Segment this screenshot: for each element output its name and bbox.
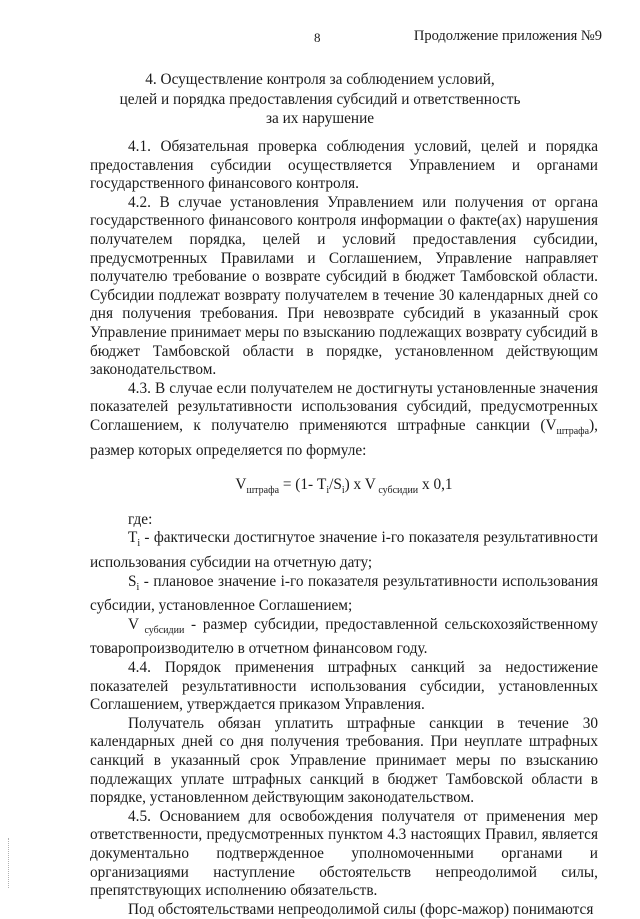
vs-sym: V (128, 615, 140, 633)
p43-sub: штрафа (556, 425, 590, 437)
si-sym: S (128, 572, 137, 590)
paragraph-obligation: Получатель обязан уплатить штрафные санкции в течение 30 календарных дней со дня получения требования. При неуплате штрафных санкций в указанный срок Управление принимает меры по взысканию подлежащих уплате штрафных санкций в бюджет Тамбовской области в порядке, установленном действующим законодательством. (90, 714, 598, 807)
paragraph-force-majeure: Под обстоятельствами непреодолимой силы (форс-мажор) понимаются (128, 900, 594, 918)
si-text: - плановое значение i-го показателя результативности использования субсидии, установленное Соглашением; (90, 572, 598, 615)
paragraph-4-1: 4.1. Обязательная проверка соблюдения условий, целей и порядка предоставления субсидии осуществляется Управлением и органами государственного финансового контроля. (90, 138, 598, 193)
vs-sub: субсидии (139, 624, 185, 636)
ti-sym: T (128, 529, 138, 547)
body-text (90, 138, 598, 919)
formula-i2: i (341, 485, 345, 497)
formula-sub2: субсидии (375, 485, 419, 497)
formula-end: x 0,1 (418, 476, 453, 494)
formula-v-sub: штрафа (246, 485, 280, 497)
formula-mid: = (1- T (279, 476, 327, 494)
vs-text: - размер субсидии, предоставленной сельскохозяйственному товаропроизводителю в отчетном финансовом году. (90, 615, 599, 658)
where-label: где: (128, 510, 153, 528)
p43-end: ), размер которых определяется по формуле: (90, 416, 598, 459)
page-number: 8 (314, 30, 321, 45)
heading-line-2: целей и порядка предоставления субсидий и ответственность (119, 90, 521, 108)
paragraph-4-4: 4.4. Порядок применения штрафных санкций за недостижение показателей результативности использования субсидии, установленных Соглашением, утверждается приказом Управления. (90, 659, 598, 714)
margin-dots (8, 838, 11, 888)
formula-v: V (235, 476, 247, 494)
ti-sub: i (137, 538, 141, 550)
formula-i1: i (326, 485, 330, 497)
paragraph-4-5: 4.5. Основанием для освобождения получателя от применения мер ответственности, предусмотренных пунктом 4.3 настоящих Правил, является документально подтвержденное уполномоченными органами и организациями наступление обстоятельств непреодолимой силы, препятствующих исполнению обязательств. (90, 807, 598, 900)
formula (90, 476, 598, 501)
def-ti (90, 529, 598, 572)
paragraph-4-3 (90, 380, 598, 460)
formula-x: ) x V (344, 476, 376, 494)
si-sub: i (136, 581, 140, 593)
formula-slash: /S (329, 476, 342, 494)
appendix-note: Продолжение приложения №9 (413, 28, 602, 44)
ti-text: - фактически достигнутое значение i-го показателя результативности использования субсидии на отчетную дату; (90, 529, 598, 572)
paragraph-4-2: 4.2. В случае установления Управлением или получения от органа государственного финансового контроля информации о факте(ах) нарушения получателем порядка, целей и условий предоставления субсидии, предусмотренных Правилами и Соглашением, Управление направляет получателю требование о возврате субсидий в бюджет Тамбовской области. Субсидии подлежат возврату получателем в течение 30 календарных дней со дня получения требования. При невозврате субсидий в указанный срок Управление принимает меры по взысканию подлежащих возврату субсидий в бюджет Тамбовской области в порядке, установленном действующим законодательством. (90, 193, 598, 379)
section-heading (0, 70, 640, 129)
heading-line-3: за их нарушение (265, 110, 375, 127)
heading-line-1: 4. Осуществление контроля за соблюдением условий, (145, 71, 495, 88)
def-si (90, 573, 598, 616)
p43-start: 4.3. В случае если получателем не достигнуты установленные значения показателей результативности использования субсидий, предусмотренных Соглашением, к получателю применяются штрафные санкции (V (90, 379, 598, 434)
def-vs (90, 616, 598, 659)
